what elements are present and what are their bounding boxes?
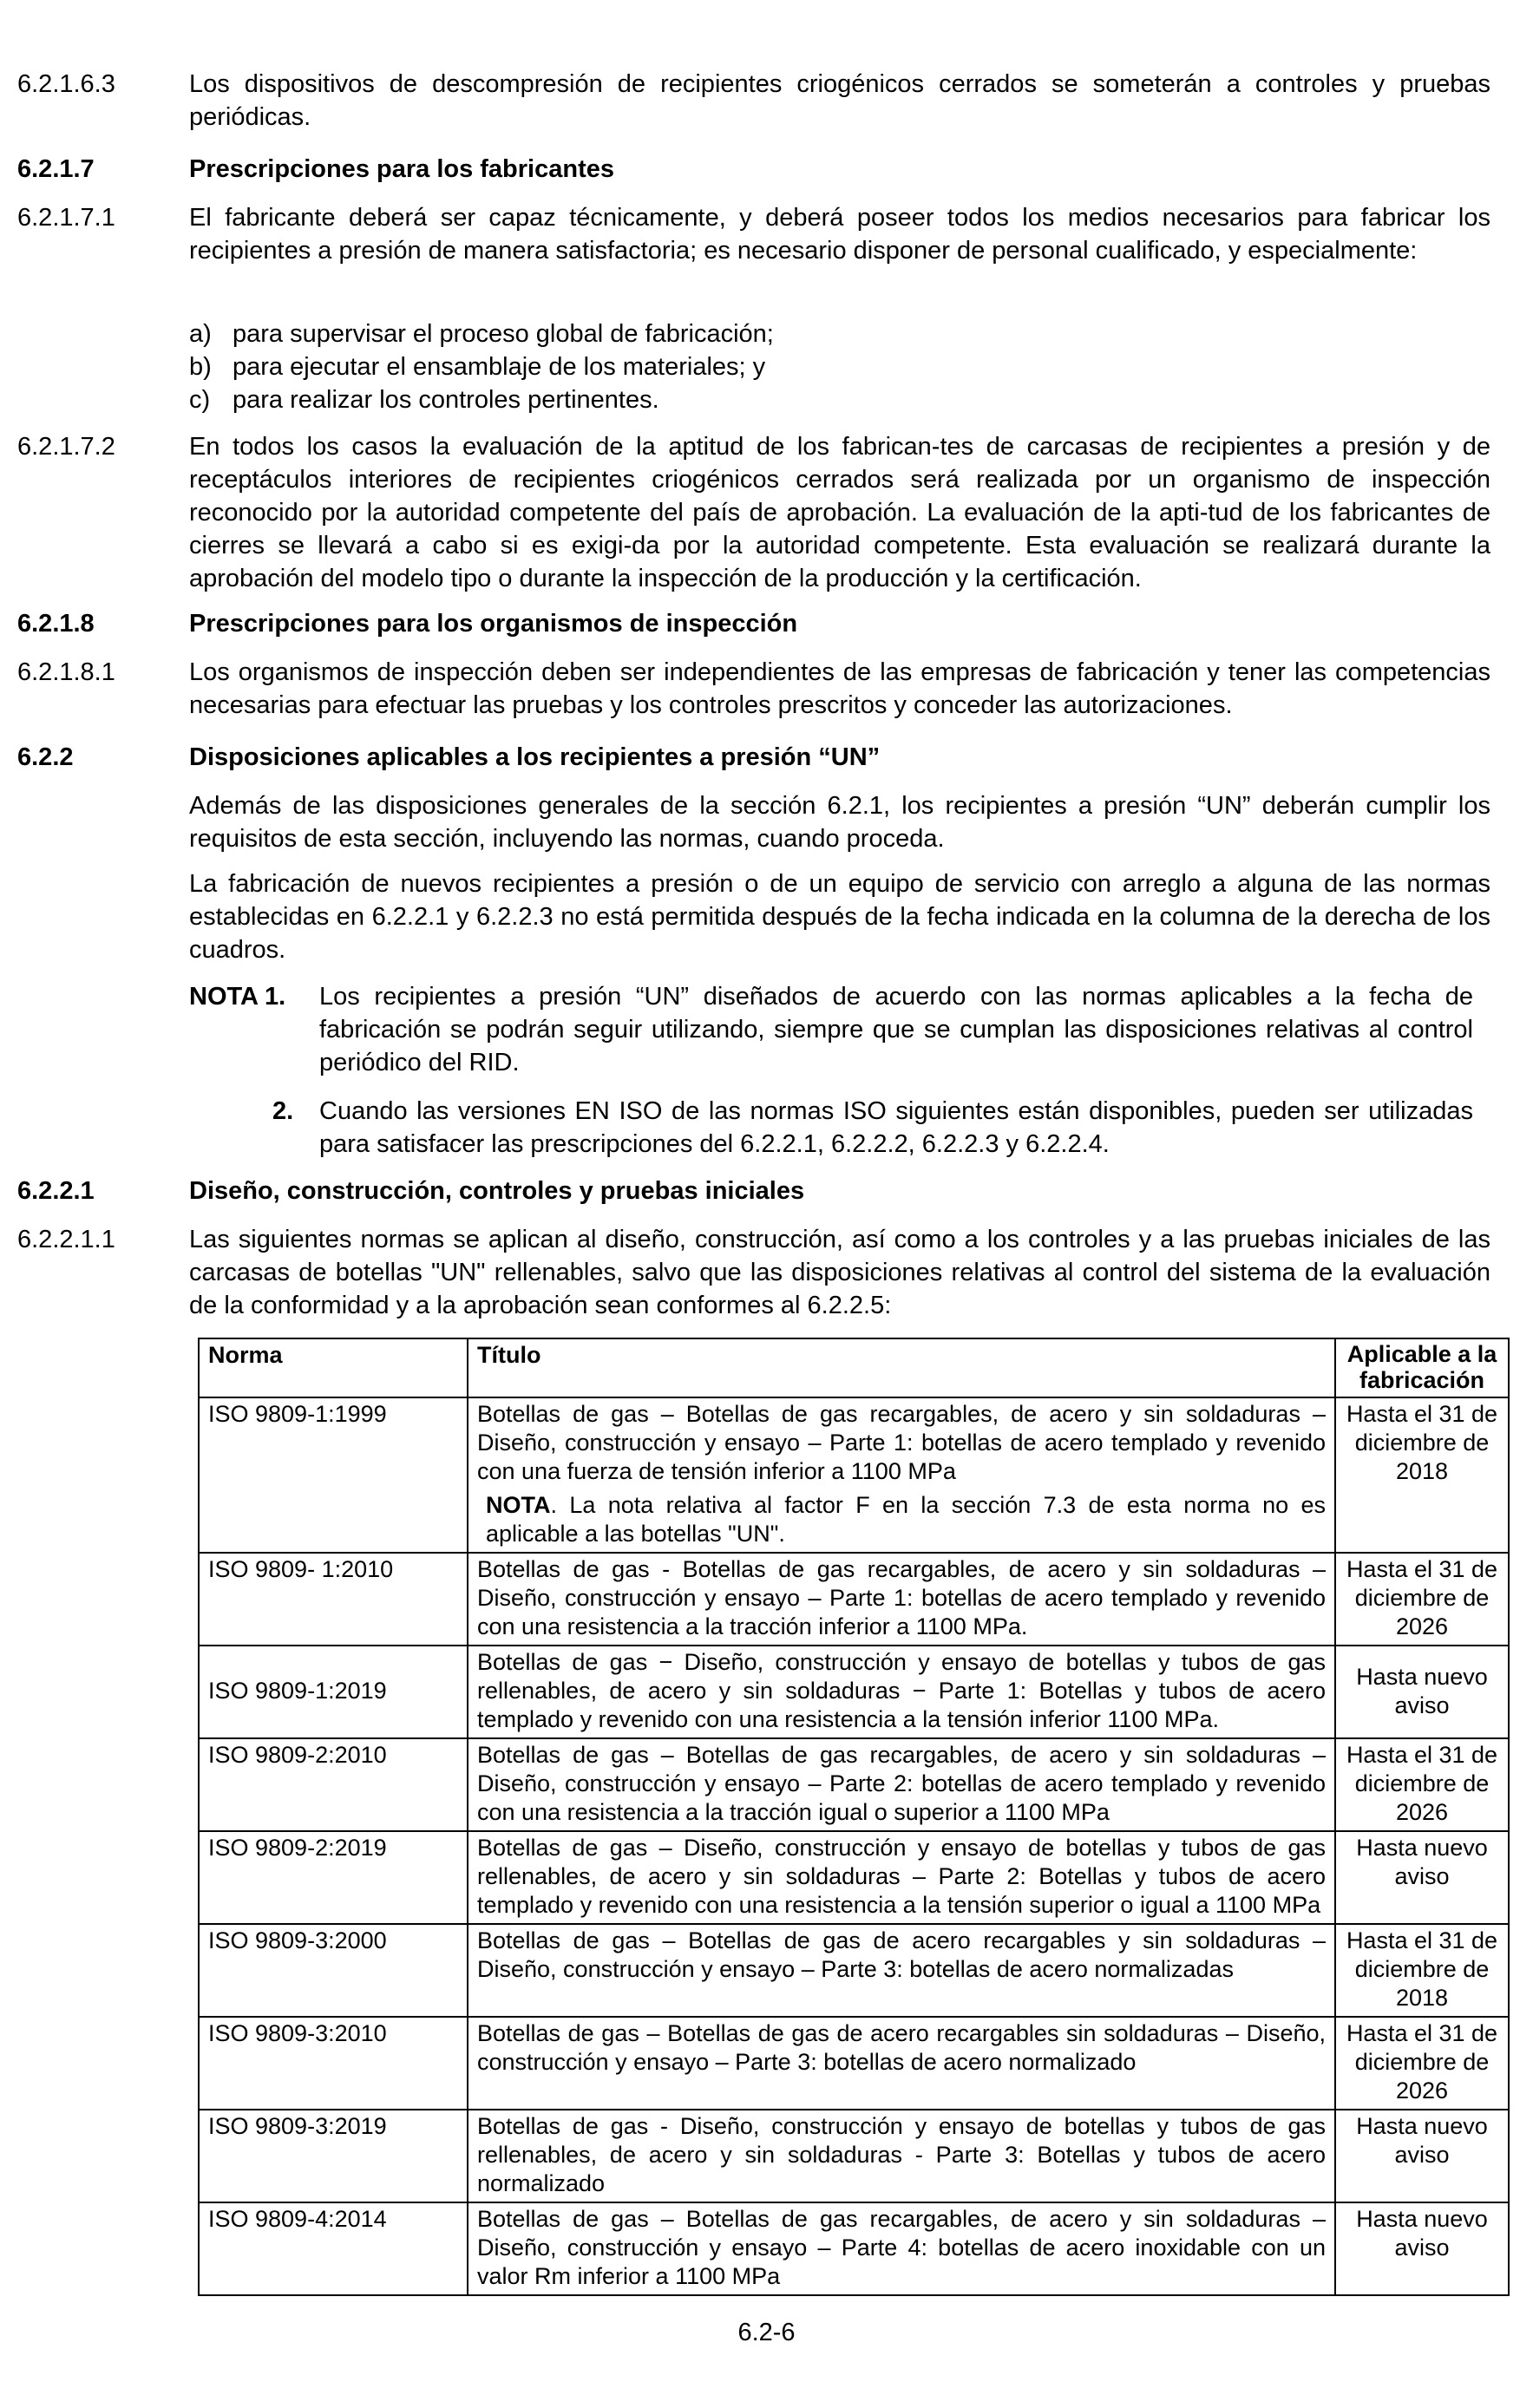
section-number: 6.2.2	[17, 743, 74, 771]
section-heading: Disposiciones aplicables a los recipientes a presión “UN”	[189, 743, 881, 771]
table-row	[199, 1553, 1509, 1646]
table-note-text: . La nota relativa al factor F en la sección 7.3 de esta norma no es aplicable a las botellas "UN".	[486, 1492, 1326, 1547]
cell-norma: ISO 9809-2:2010	[199, 1738, 468, 1831]
cell-fecha: Hasta el 31 de diciembre de 2026	[1335, 1553, 1509, 1646]
table-row	[199, 1738, 1509, 1831]
cell-fecha: Hasta el 31 de diciembre de 2026	[1335, 1738, 1509, 1831]
cell-fecha: Hasta nuevo aviso	[1335, 1646, 1509, 1738]
cell-titulo: Botellas de gas – Botellas de gas de acero recargables y sin soldaduras – Diseño, construcción y ensayo – Parte 3: botellas de acero normalizadas	[468, 1924, 1335, 2017]
cell-titulo-text: Botellas de gas – Botellas de gas recargables, de acero y sin soldaduras – Diseño, construcción y ensayo – Parte 1: botellas de acero templado y revenido con una fuerza de tensión inferior a 1100 MPa	[477, 1401, 1326, 1484]
cell-titulo: Botellas de gas - Botellas de gas recargables, de acero y sin soldaduras – Diseño, construcción y ensayo – Parte 1: botellas de acero templado y revenido con una resistencia a la tracción inferior a 1100 MPa.	[468, 1553, 1335, 1646]
section-number: 6.2.1.6.3	[17, 70, 115, 98]
section-text: Los dispositivos de descompresión de recipientes criogénicos cerrados se someterán a controles y pruebas periódicas.	[189, 70, 1490, 131]
cell-norma: ISO 9809-3:2010	[199, 2017, 468, 2110]
list-item-text: para ejecutar el ensamblaje de los materiales; y	[233, 353, 766, 381]
note-tag: NOTA 1.	[189, 983, 286, 1011]
table-row	[199, 1831, 1509, 1924]
section-text: Los organismos de inspección deben ser independientes de las empresas de fabricación y tener las competencias necesarias para efectuar las pruebas y los controles prescritos y conceder las autorizaciones.	[189, 658, 1490, 719]
list-item-label: b)	[189, 353, 212, 381]
cell-fecha: Hasta nuevo aviso	[1335, 2110, 1509, 2202]
table-row	[199, 2110, 1509, 2202]
paragraph: Además de las disposiciones generales de la sección 6.2.1, los recipientes a presión “UN” deberán cumplir los requisitos de esta sección, incluyendo las normas, cuando proceda.	[189, 792, 1490, 853]
list-item	[189, 383, 1404, 416]
note-tag: 2.	[272, 1097, 294, 1125]
section-number: 6.2.1.8.1	[17, 658, 115, 686]
cell-norma: ISO 9809-1:1999	[199, 1397, 468, 1553]
paragraph: La fabricación de nuevos recipientes a presión o de un equipo de servicio con arreglo a alguna de las normas establecidas en 6.2.2.1 y 6.2.2.3 no está permitida después de la fecha indicada en la columna de la derecha de los cuadros.	[189, 870, 1490, 964]
table-note-tag: NOTA	[486, 1492, 551, 1518]
standards-table	[198, 1338, 1510, 2296]
list-item-label: c)	[189, 386, 211, 414]
cell-fecha: Hasta nuevo aviso	[1335, 1831, 1509, 1924]
list-item	[189, 317, 1404, 350]
column-header-norma: Norma	[199, 1338, 468, 1397]
cell-titulo: Botellas de gas – Botellas de gas recargables, de acero y sin soldaduras – Diseño, construcción y ensayo – Parte 2: botellas de acero templado y revenido con una resistencia a la tracción igual o superior a 1100 MPa	[468, 1738, 1335, 1831]
note-text: Los recipientes a presión “UN” diseñados de acuerdo con las normas aplicables a la fecha de fabricación se podrán seguir utilizando, siempre que se cumplan las disposiciones relativas al control periódico del RID.	[319, 983, 1473, 1076]
cell-titulo: Botellas de gas – Botellas de gas de acero recargables sin soldaduras – Diseño, construcción y ensayo – Parte 3: botellas de acero normalizado	[468, 2017, 1335, 2110]
cell-norma: ISO 9809-1:2019	[199, 1646, 468, 1738]
table-header-row	[199, 1338, 1509, 1397]
list-item-label: a)	[189, 320, 212, 348]
page-number: 6.2-6	[737, 2319, 796, 2346]
note-text: Cuando las versiones EN ISO de las normas ISO siguientes están disponibles, pueden ser utilizadas para satisfacer las prescripciones del 6.2.2.1, 6.2.2.2, 6.2.2.3 y 6.2.2.4.	[319, 1097, 1473, 1158]
requirements-list	[189, 317, 1404, 416]
cell-norma: ISO 9809-3:2019	[199, 2110, 468, 2202]
cell-fecha: Hasta nuevo aviso	[1335, 2202, 1509, 2295]
section-text: El fabricante deberá ser capaz técnicamente, y deberá poseer todos los medios necesarios para fabricar los recipientes a presión de manera satisfactoria; es necesario disponer de personal cualificado, y especialmente:	[189, 204, 1490, 265]
table-row	[199, 1397, 1509, 1553]
list-item-text: para supervisar el proceso global de fabricación;	[233, 320, 774, 348]
list-item-text: para realizar los controles pertinentes.	[233, 386, 659, 414]
cell-titulo: Botellas de gas – Diseño, construcción y ensayo de botellas y tubos de gas rellenables, de acero y sin soldaduras – Parte 2: Botellas y tubos de acero templado y revenido con una resistencia a la tensión superior o igual a 1100 MPa	[468, 1831, 1335, 1924]
table-note	[477, 1491, 1326, 1548]
section-number: 6.2.1.7.1	[17, 204, 115, 232]
table-row	[199, 2017, 1509, 2110]
list-item	[189, 350, 1404, 383]
table-row	[199, 1646, 1509, 1738]
cell-fecha: Hasta el 31 de diciembre de 2018	[1335, 1397, 1509, 1553]
cell-titulo: Botellas de gas − Diseño, construcción y ensayo de botellas y tubos de gas rellenables, de acero y sin soldaduras − Parte 1: Botellas y tubos de acero templado y revenido con una resistencia a la tensión inferior 1100 MPa.	[468, 1646, 1335, 1738]
table-row	[199, 1924, 1509, 2017]
table-row	[199, 2202, 1509, 2295]
cell-fecha: Hasta el 31 de diciembre de 2026	[1335, 2017, 1509, 2110]
section-text: Las siguientes normas se aplican al diseño, construcción, así como a los controles y a las pruebas iniciales de las carcasas de botellas "UN" rellenables, salvo que las disposiciones relativas al control del sistema de la evaluación de la conformidad y a la aprobación sean conformes al 6.2.2.5:	[189, 1226, 1490, 1319]
cell-norma: ISO 9809- 1:2010	[199, 1553, 468, 1646]
section-number: 6.2.1.7.2	[17, 433, 115, 461]
column-header-aplicable: Aplicable a la fabricación	[1335, 1338, 1509, 1397]
cell-titulo	[468, 1397, 1335, 1553]
section-number: 6.2.1.8	[17, 610, 95, 638]
section-heading: Diseño, construcción, controles y pruebas iniciales	[189, 1177, 805, 1205]
cell-titulo: Botellas de gas - Diseño, construcción y ensayo de botellas y tubos de gas rellenables, de acero y sin soldaduras - Parte 3: Botellas y tubos de acero normalizado	[468, 2110, 1335, 2202]
section-number: 6.2.2.1.1	[17, 1226, 115, 1253]
section-text: En todos los casos la evaluación de la aptitud de los fabrican-tes de carcasas de recipientes a presión y de receptáculos interiores de recipientes criogénicos cerrados será realizada por un organismo de inspección reconocido por la autoridad competente del país de aprobación. La evaluación de la apti-tud de los fabricantes de cierres se llevará a cabo si es exigi-da por la autoridad competente. Esta evaluación se realizará durante la aprobación del modelo tipo o durante la inspección de la producción y la certificación.	[189, 433, 1490, 592]
cell-titulo: Botellas de gas – Botellas de gas recargables, de acero y sin soldaduras – Diseño, construcción y ensayo – Parte 4: botellas de acero inoxidable con un valor Rm inferior a 1100 MPa	[468, 2202, 1335, 2295]
section-heading: Prescripciones para los organismos de inspección	[189, 610, 798, 638]
section-heading: Prescripciones para los fabricantes	[189, 155, 614, 183]
cell-norma: ISO 9809-2:2019	[199, 1831, 468, 1924]
cell-norma: ISO 9809-4:2014	[199, 2202, 468, 2295]
section-number: 6.2.1.7	[17, 155, 95, 183]
cell-fecha: Hasta el 31 de diciembre de 2018	[1335, 1924, 1509, 2017]
column-header-titulo: Título	[468, 1338, 1335, 1397]
section-number: 6.2.2.1	[17, 1177, 95, 1205]
cell-norma: ISO 9809-3:2000	[199, 1924, 468, 2017]
